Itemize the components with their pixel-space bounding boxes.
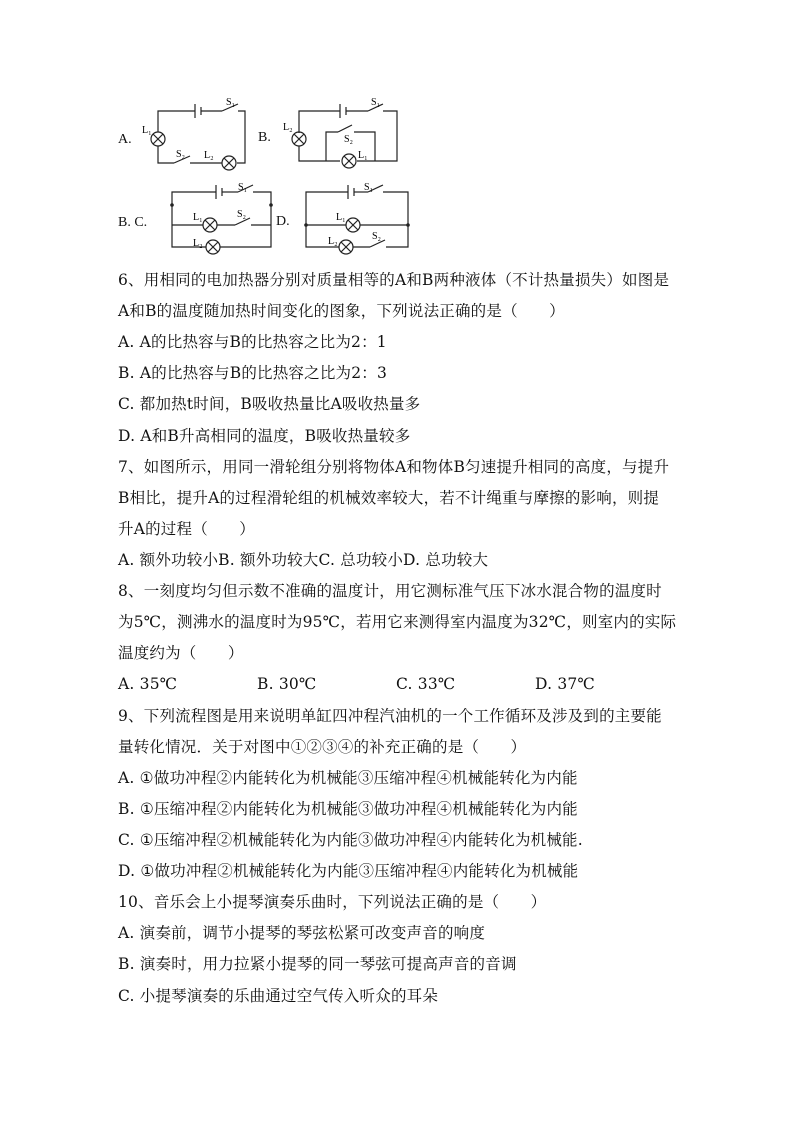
- q8-stem-line1: 8、一刻度均匀但示数不准确的温度计，用它测标准气压下冰水混合物的温度时: [118, 582, 662, 600]
- q9-option-a: A. ①做功冲程②内能转化为机械能③压缩冲程④机械能转化为内能: [118, 769, 578, 787]
- switch-s1-label: S₁: [364, 182, 374, 193]
- q9-stem-line1: 9、下列流程图是用来说明单缸四冲程汽油机的一个工作循环及涉及到的主要能: [118, 707, 662, 725]
- lamp-l1-label: L₁: [358, 150, 368, 161]
- lamp-l2-label: L₂: [283, 122, 293, 133]
- q7-stem-line3: 升A的过程（ ）: [118, 520, 255, 538]
- circuit-diagram-b: [282, 95, 402, 180]
- q8-option-a: A. 35℃: [118, 675, 178, 693]
- q10-stem-line1: 10、音乐会上小提琴演奏乐曲时，下列说法正确的是（ ）: [118, 893, 547, 911]
- circuit-option-a-label: A.: [118, 132, 132, 147]
- q6-option-a: A. A的比热容与B的比热容之比为2：1: [118, 333, 387, 351]
- circuit-diagram-d: [298, 180, 416, 255]
- circuit-diagram-a: [140, 95, 255, 180]
- lamp-l2-label: L₂: [328, 236, 338, 247]
- q9-stem-line2: 量转化情况．关于对图中①②③④的补充正确的是（ ）: [118, 738, 527, 756]
- q7-stem-line2: B相比，提升A的过程滑轮组的机械效率较大，若不计绳重与摩擦的影响，则提: [118, 489, 660, 507]
- switch-s1-label: S₁: [238, 182, 248, 193]
- switch-s2-label: S₂: [176, 149, 186, 160]
- circuit-diagram-c: [165, 180, 280, 255]
- q9-option-c: C. ①压缩冲程②机械能转化为内能③做功冲程④内能转化为机械能.: [118, 831, 583, 849]
- q7-stem-line1: 7、如图所示，用同一滑轮组分别将物体A和物体B匀速提升相同的高度，与提升: [118, 458, 670, 476]
- lamp-l2-label: L₂: [193, 238, 203, 249]
- q8-option-b: B. 30℃: [257, 675, 317, 693]
- lamp-l1-label: L₁: [142, 125, 152, 136]
- q8-stem-line3: 温度约为（ ）: [118, 644, 244, 662]
- lamp-l1-label: L₁: [193, 212, 203, 223]
- switch-s2-label: S₂: [372, 231, 382, 242]
- q9-option-d: D. ①做功冲程②机械能转化为内能③压缩冲程④内能转化为机械能: [118, 862, 579, 880]
- q6-option-d: D. A和B升高相同的温度，B吸收热量较多: [118, 427, 411, 445]
- q8-stem-line2: 为5℃，测沸水的温度时为95℃，若用它来测得室内温度为32℃，则室内的实际: [118, 613, 677, 631]
- q6-option-c: C. 都加热t时间，B吸收热量比A吸收热量多: [118, 395, 421, 413]
- q6-stem-line2: A和B的温度随加热时间变化的图象，下列说法正确的是（ ）: [118, 302, 565, 320]
- q10-option-a: A. 演奏前，调节小提琴的琴弦松紧可改变声音的响度: [118, 924, 486, 942]
- switch-s1-label: S₁: [371, 97, 381, 108]
- switch-s2-label: S₂: [237, 209, 247, 220]
- q8-option-c: C. 33℃: [396, 675, 456, 693]
- q9-option-b: B. ①压缩冲程②内能转化为机械能③做功冲程④机械能转化为内能: [118, 800, 578, 818]
- q10-option-b: B. 演奏时，用力拉紧小提琴的同一琴弦可提高声音的音调: [118, 955, 517, 973]
- q7-options: A. 额外功较小B. 额外功较大C. 总功较小D. 总功较大: [118, 551, 489, 569]
- lamp-l2-label: L₂: [204, 150, 214, 161]
- q6-stem-line1: 6、用相同的电加热器分别对质量相等的A和B两种液体（不计热量损失）如图是: [118, 271, 670, 289]
- circuit-option-bc-label: B. C.: [118, 215, 148, 230]
- q6-option-b: B. A的比热容与B的比热容之比为2：3: [118, 364, 388, 382]
- switch-s2-label: S₂: [344, 134, 354, 145]
- q10-option-c: C. 小提琴演奏的乐曲通过空气传入听众的耳朵: [118, 987, 439, 1005]
- lamp-l1-label: L₁: [336, 212, 346, 223]
- switch-s1-label: S₁: [226, 97, 236, 108]
- circuit-option-b-label: B.: [258, 130, 271, 145]
- circuit-option-d-label: D.: [276, 214, 290, 229]
- q8-option-d: D. 37℃: [535, 675, 595, 693]
